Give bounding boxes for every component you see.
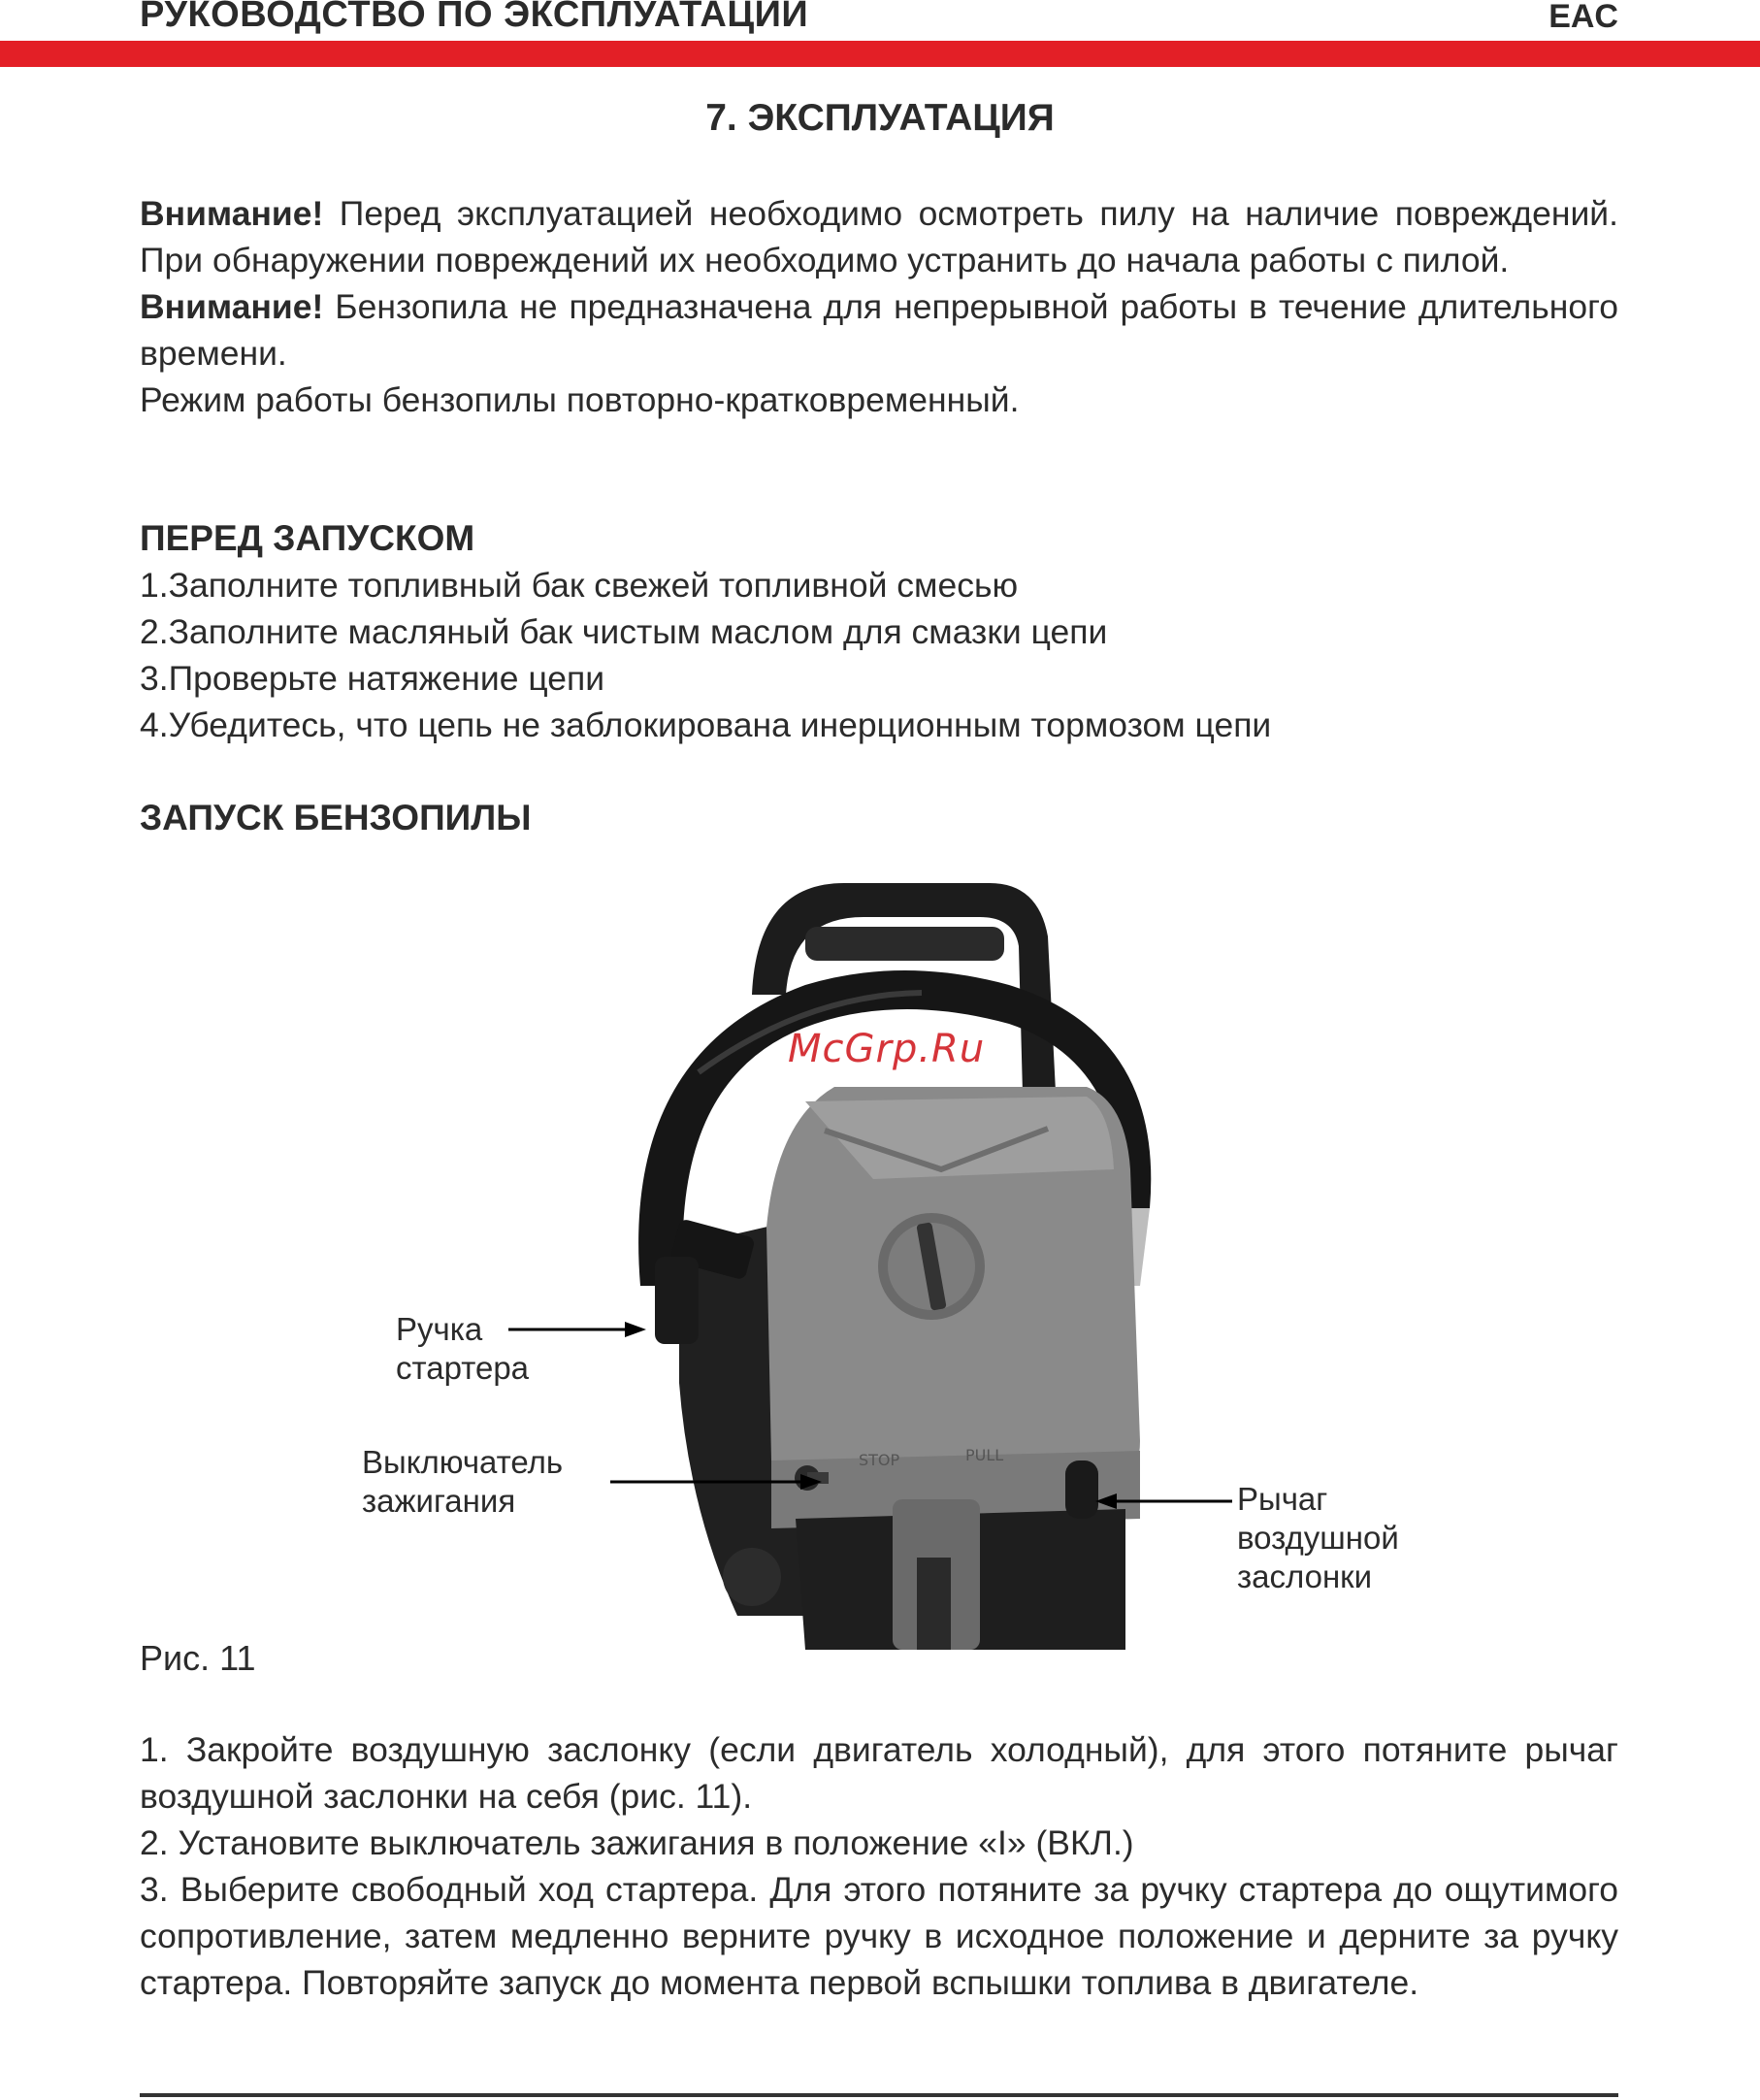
list-item: 3.Проверьте натяжение цепи bbox=[140, 659, 605, 698]
choke-lever-label bbox=[1237, 1480, 1399, 1596]
label-line: Выключатель bbox=[362, 1444, 564, 1480]
figure-caption: Рис. 11 bbox=[140, 1638, 256, 1678]
stop-mark: STOP bbox=[859, 1451, 900, 1469]
starting-title: ЗАПУСК БЕНЗОПИЛЫ bbox=[140, 798, 532, 837]
ignition-switch-label bbox=[362, 1443, 563, 1521]
list-item: 1.Заполните топливный бак свежей топливной смесью bbox=[140, 566, 1019, 605]
warnings-block bbox=[140, 190, 1618, 423]
before-start-section bbox=[140, 515, 1618, 748]
warning-paragraph bbox=[140, 283, 1618, 377]
starting-section bbox=[140, 795, 1618, 841]
header-red-band bbox=[0, 41, 1760, 67]
warning-lead: Внимание! bbox=[140, 287, 324, 326]
warning-paragraph bbox=[140, 190, 1618, 283]
header-title: РУКОВОДСТВО ПО ЭКСПЛУАТАЦИИ bbox=[140, 0, 809, 35]
label-line: заслонки bbox=[1237, 1559, 1373, 1594]
label-line: стартера bbox=[396, 1350, 530, 1386]
step-item: 2. Установите выключатель зажигания в положение «I» (ВКЛ.) bbox=[140, 1823, 1134, 1862]
watermark: McGrp.Ru bbox=[788, 1027, 986, 1071]
eac-mark: EAC bbox=[1548, 0, 1618, 35]
list-item: 4.Убедитесь, что цепь не заблокирована инерционным тормозом цепи bbox=[140, 705, 1272, 744]
mode-note: Режим работы бензопилы повторно-кратковременный. bbox=[140, 380, 1020, 419]
chainsaw-figure bbox=[582, 878, 1184, 1650]
warning-lead: Внимание! bbox=[140, 194, 324, 233]
label-line: зажигания bbox=[362, 1483, 516, 1519]
label-line: Рычаг bbox=[1237, 1481, 1328, 1517]
before-start-title: ПЕРЕД ЗАПУСКОМ bbox=[140, 518, 475, 558]
page-header bbox=[0, 0, 1760, 70]
label-line: Ручка bbox=[396, 1311, 483, 1347]
warning-text: Перед эксплуатацией необходимо осмотреть пилу на наличие повреждений. При обнаружении повреждений их необходимо устранить до начала работы с пилой. bbox=[140, 194, 1618, 279]
step-item: 1. Закройте воздушную заслонку (если двигатель холодный), для этого потяните рычаг воздушной заслонки на себя (рис. 11). bbox=[140, 1730, 1618, 1816]
section-title: 7. ЭКСПЛУАТАЦИЯ bbox=[705, 97, 1055, 139]
label-line: воздушной bbox=[1237, 1520, 1399, 1556]
bottom-divider bbox=[140, 2093, 1618, 2097]
pull-mark: PULL bbox=[965, 1446, 1004, 1464]
steps-block bbox=[140, 1726, 1618, 2006]
ignition-switch-arrow bbox=[606, 1470, 830, 1499]
list-item: 2.Заполните масляный бак чистым маслом для смазки цепи bbox=[140, 612, 1108, 651]
warning-text: Бензопила не предназначена для непрерывной работы в течение длительного времени. bbox=[140, 287, 1618, 373]
choke-lever-arrow bbox=[1092, 1488, 1237, 1517]
starter-handle-arrow bbox=[505, 1320, 650, 1349]
step-item: 3. Выберите свободный ход стартера. Для этого потяните за ручку стартера до ощутимого сопротивление, затем медленно верните ручку в исходное положение и дерните за ручку стартера. Повторяйте запуск до момента первой вспышки топлива в двигателе. bbox=[140, 1870, 1618, 2002]
